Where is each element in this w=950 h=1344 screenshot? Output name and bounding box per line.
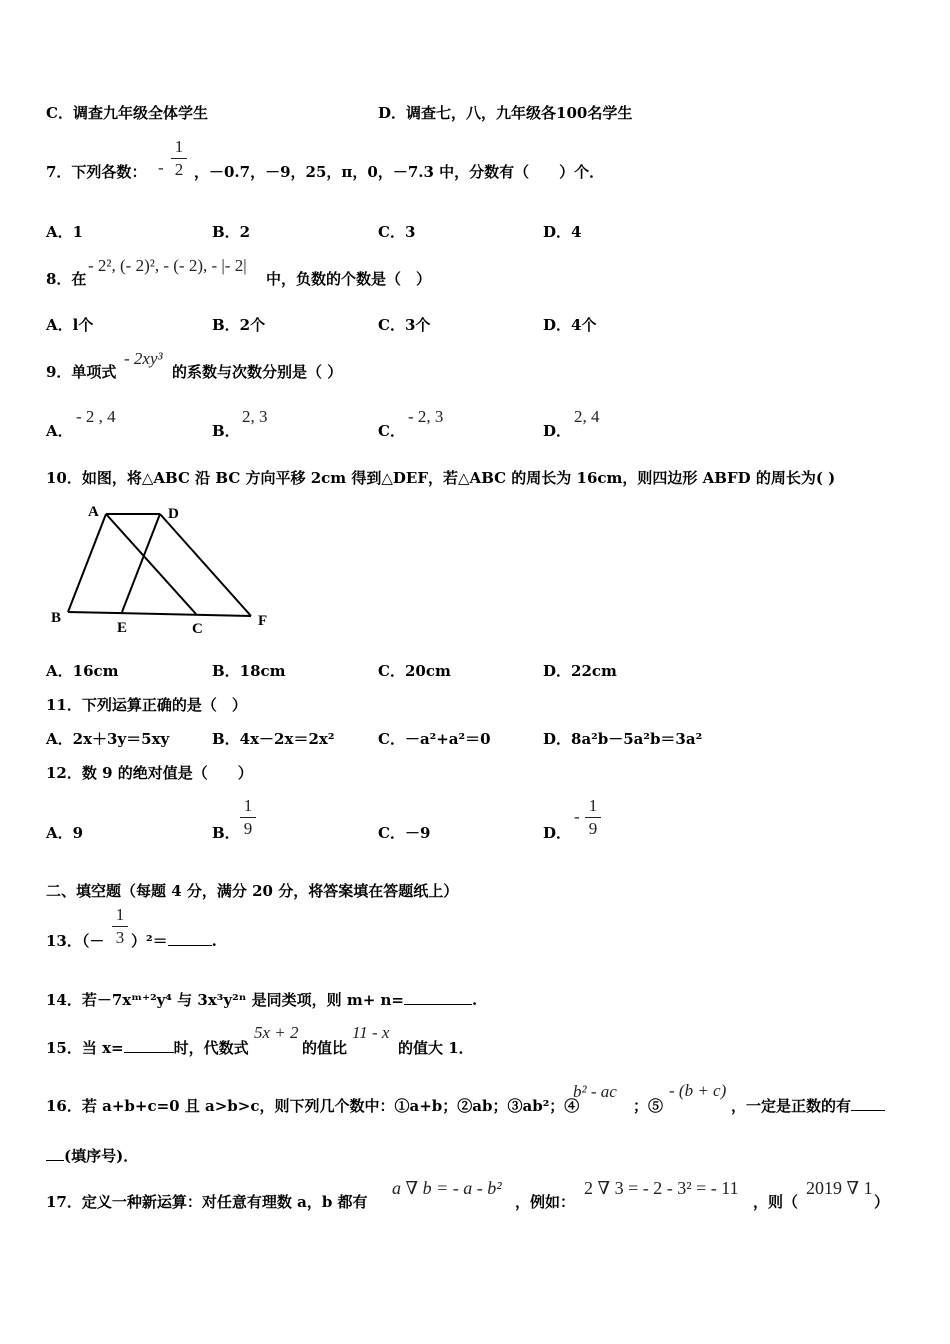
q12-option-d: D． bbox=[543, 824, 572, 842]
q12-d-minus: - bbox=[574, 807, 580, 826]
q16-suffix: ，一定是正数的有 bbox=[731, 1097, 852, 1115]
q11-text: 11．下列运算正确的是（ ） bbox=[46, 696, 247, 714]
q14-answer-blank bbox=[404, 1004, 472, 1005]
label-f: F bbox=[258, 613, 268, 629]
q8-option-a: A．l个 bbox=[46, 316, 94, 334]
q14-text: 14．若－7xᵐ⁺²y⁴ 与 3x³y²ⁿ 是同类项，则 m+ n= bbox=[46, 991, 405, 1009]
segment-bf bbox=[68, 612, 251, 616]
q7-option-c: C．3 bbox=[378, 223, 416, 241]
q16-answer-blank-b bbox=[46, 1160, 64, 1161]
q13-suffix bbox=[131, 930, 217, 951]
q14-line bbox=[46, 989, 477, 1010]
q6-option-c: C．调查九年级全体学生 bbox=[46, 104, 208, 122]
q9-option-a-label: A． bbox=[46, 422, 73, 440]
q9-expression: - 2xy³ bbox=[124, 349, 163, 368]
q8-prefix: 8．在 bbox=[46, 270, 87, 288]
q7-rest: ，－0.7，－9，25，π，0，－7.3 中，分数有（ ）个． bbox=[194, 163, 605, 181]
segment-de bbox=[122, 514, 160, 612]
q12-option-b: B． bbox=[212, 824, 240, 842]
q6-option-d: D．调查七，八，九年级各100名学生 bbox=[378, 104, 633, 122]
q10-option-c: C．20cm bbox=[378, 662, 451, 680]
q16-prefix: 16．若 a+b+c=0 且 a>b>c，则下列几个数中：①a+b；②ab；③ab²；④ bbox=[46, 1097, 580, 1115]
label-c: C bbox=[192, 621, 203, 637]
q16-suffix-line bbox=[731, 1095, 885, 1116]
q8-option-b: B．2个 bbox=[212, 316, 266, 334]
q13-frac-num: 1 bbox=[115, 905, 125, 924]
q7-option-a: A．1 bbox=[46, 223, 84, 241]
q15-answer-blank bbox=[124, 1052, 174, 1053]
section-2-heading: 二、填空题（每题 4 分，满分 20 分，将答案填在答题纸上） bbox=[46, 882, 459, 900]
q17-mid: ，例如： bbox=[515, 1193, 576, 1211]
q7-minus: - bbox=[158, 158, 164, 177]
q7-frac-num: 1 bbox=[174, 137, 184, 156]
q17-end: ） bbox=[874, 1193, 890, 1211]
q9-prefix: 9．单项式 bbox=[46, 363, 117, 381]
q17-expression: 2019 ∇ 1 bbox=[806, 1178, 873, 1198]
label-d: D bbox=[168, 506, 179, 522]
q8-suffix: 中，负数的个数是（ ） bbox=[266, 270, 432, 288]
q7-option-d: D．4 bbox=[543, 223, 582, 241]
q17-definition: a ∇ b = - a - b² bbox=[392, 1178, 502, 1198]
label-e: E bbox=[117, 620, 128, 636]
q10-text: 10．如图，将△ABC 沿 BC 方向平移 2cm 得到△DEF，若△ABC 的周长为 16cm，则四边形 ABFD 的周长为( ) bbox=[46, 469, 836, 487]
q14-end: . bbox=[472, 991, 478, 1009]
segment-ab bbox=[68, 514, 106, 612]
q13-end: . bbox=[211, 932, 217, 950]
label-a: A bbox=[88, 504, 99, 520]
q9-option-a-value: - 2 , 4 bbox=[76, 407, 116, 426]
q12-text: 12．数 9 的绝对值是（ ） bbox=[46, 764, 253, 782]
q11-option-a: A．2x＋3y＝5xy bbox=[46, 730, 170, 748]
q10-option-b: B．18cm bbox=[212, 662, 286, 680]
q12-d-num: 1 bbox=[588, 796, 598, 815]
q8-expression: - 2², (- 2)², - (- 2), - |- 2| bbox=[88, 256, 247, 275]
label-b: B bbox=[51, 610, 62, 626]
q9-option-b-label: B． bbox=[212, 422, 240, 440]
q13-fraction bbox=[112, 905, 128, 948]
q16-expression-2: - (b + c) bbox=[669, 1081, 727, 1100]
q16-line2-text: (填序号)． bbox=[64, 1147, 139, 1165]
q12-option-d-fraction bbox=[585, 796, 601, 839]
q11-option-d: D．8a²b－5a²b＝3a² bbox=[543, 730, 703, 748]
q12-option-c: C．－9 bbox=[378, 824, 431, 842]
q7-prefix: 7．下列各数： bbox=[46, 163, 147, 181]
q15-line-a bbox=[46, 1037, 249, 1058]
q15-suffix: 的值大 1． bbox=[398, 1039, 474, 1057]
q15-expression-2: 11 - x bbox=[352, 1023, 390, 1042]
q9-option-d-label: D． bbox=[543, 422, 572, 440]
q9-suffix: 的系数与次数分别是（ ） bbox=[172, 363, 343, 381]
q7-option-b: B．2 bbox=[212, 223, 251, 241]
q12-option-a: A．9 bbox=[46, 824, 84, 842]
q16-line-2 bbox=[46, 1145, 138, 1166]
q17-example: 2 ∇ 3 = - 2 - 3² = - 11 bbox=[584, 1178, 739, 1198]
q17-prefix: 17．定义一种新运算：对任意有理数 a，b 都有 bbox=[46, 1193, 368, 1211]
q9-option-c-value: - 2, 3 bbox=[408, 407, 444, 426]
q10-figure bbox=[46, 498, 276, 638]
q15-mid: 时，代数式 bbox=[173, 1039, 249, 1057]
q15-mid2: 的值比 bbox=[302, 1039, 348, 1057]
q9-option-d-value: 2, 4 bbox=[574, 407, 600, 426]
q8-option-c: C．3个 bbox=[378, 316, 431, 334]
q12-d-den: 9 bbox=[588, 819, 598, 838]
q16-answer-blank-a bbox=[851, 1110, 885, 1111]
q11-option-b: B．4x－2x＝2x² bbox=[212, 730, 335, 748]
q13-suffix-text: ）²＝ bbox=[131, 932, 168, 950]
q13-answer-blank bbox=[168, 945, 212, 946]
q16-expression-1: b² - ac bbox=[573, 1082, 617, 1101]
q12-option-b-fraction bbox=[240, 796, 256, 839]
q9-option-c-label: C． bbox=[378, 422, 405, 440]
q9-option-b-value: 2, 3 bbox=[242, 407, 268, 426]
q13-frac-den: 3 bbox=[115, 928, 125, 947]
q17-suffix: ，则（ bbox=[753, 1193, 799, 1211]
q15-prefix: 15．当 x= bbox=[46, 1039, 124, 1057]
q12-b-num: 1 bbox=[243, 796, 253, 815]
q13-prefix: 13．（－ bbox=[46, 932, 105, 950]
segment-df bbox=[160, 514, 251, 616]
q10-option-d: D．22cm bbox=[543, 662, 617, 680]
q16-mid: ；⑤ bbox=[633, 1097, 664, 1115]
q11-option-c: C．－a²+a²＝0 bbox=[378, 730, 491, 748]
q8-option-d: D．4个 bbox=[543, 316, 597, 334]
q10-option-a: A．16cm bbox=[46, 662, 119, 680]
segment-ac bbox=[106, 514, 196, 614]
q12-b-den: 9 bbox=[243, 819, 253, 838]
q7-fraction bbox=[171, 137, 187, 180]
q15-expression-1: 5x + 2 bbox=[254, 1023, 299, 1042]
q7-frac-den: 2 bbox=[174, 160, 184, 179]
